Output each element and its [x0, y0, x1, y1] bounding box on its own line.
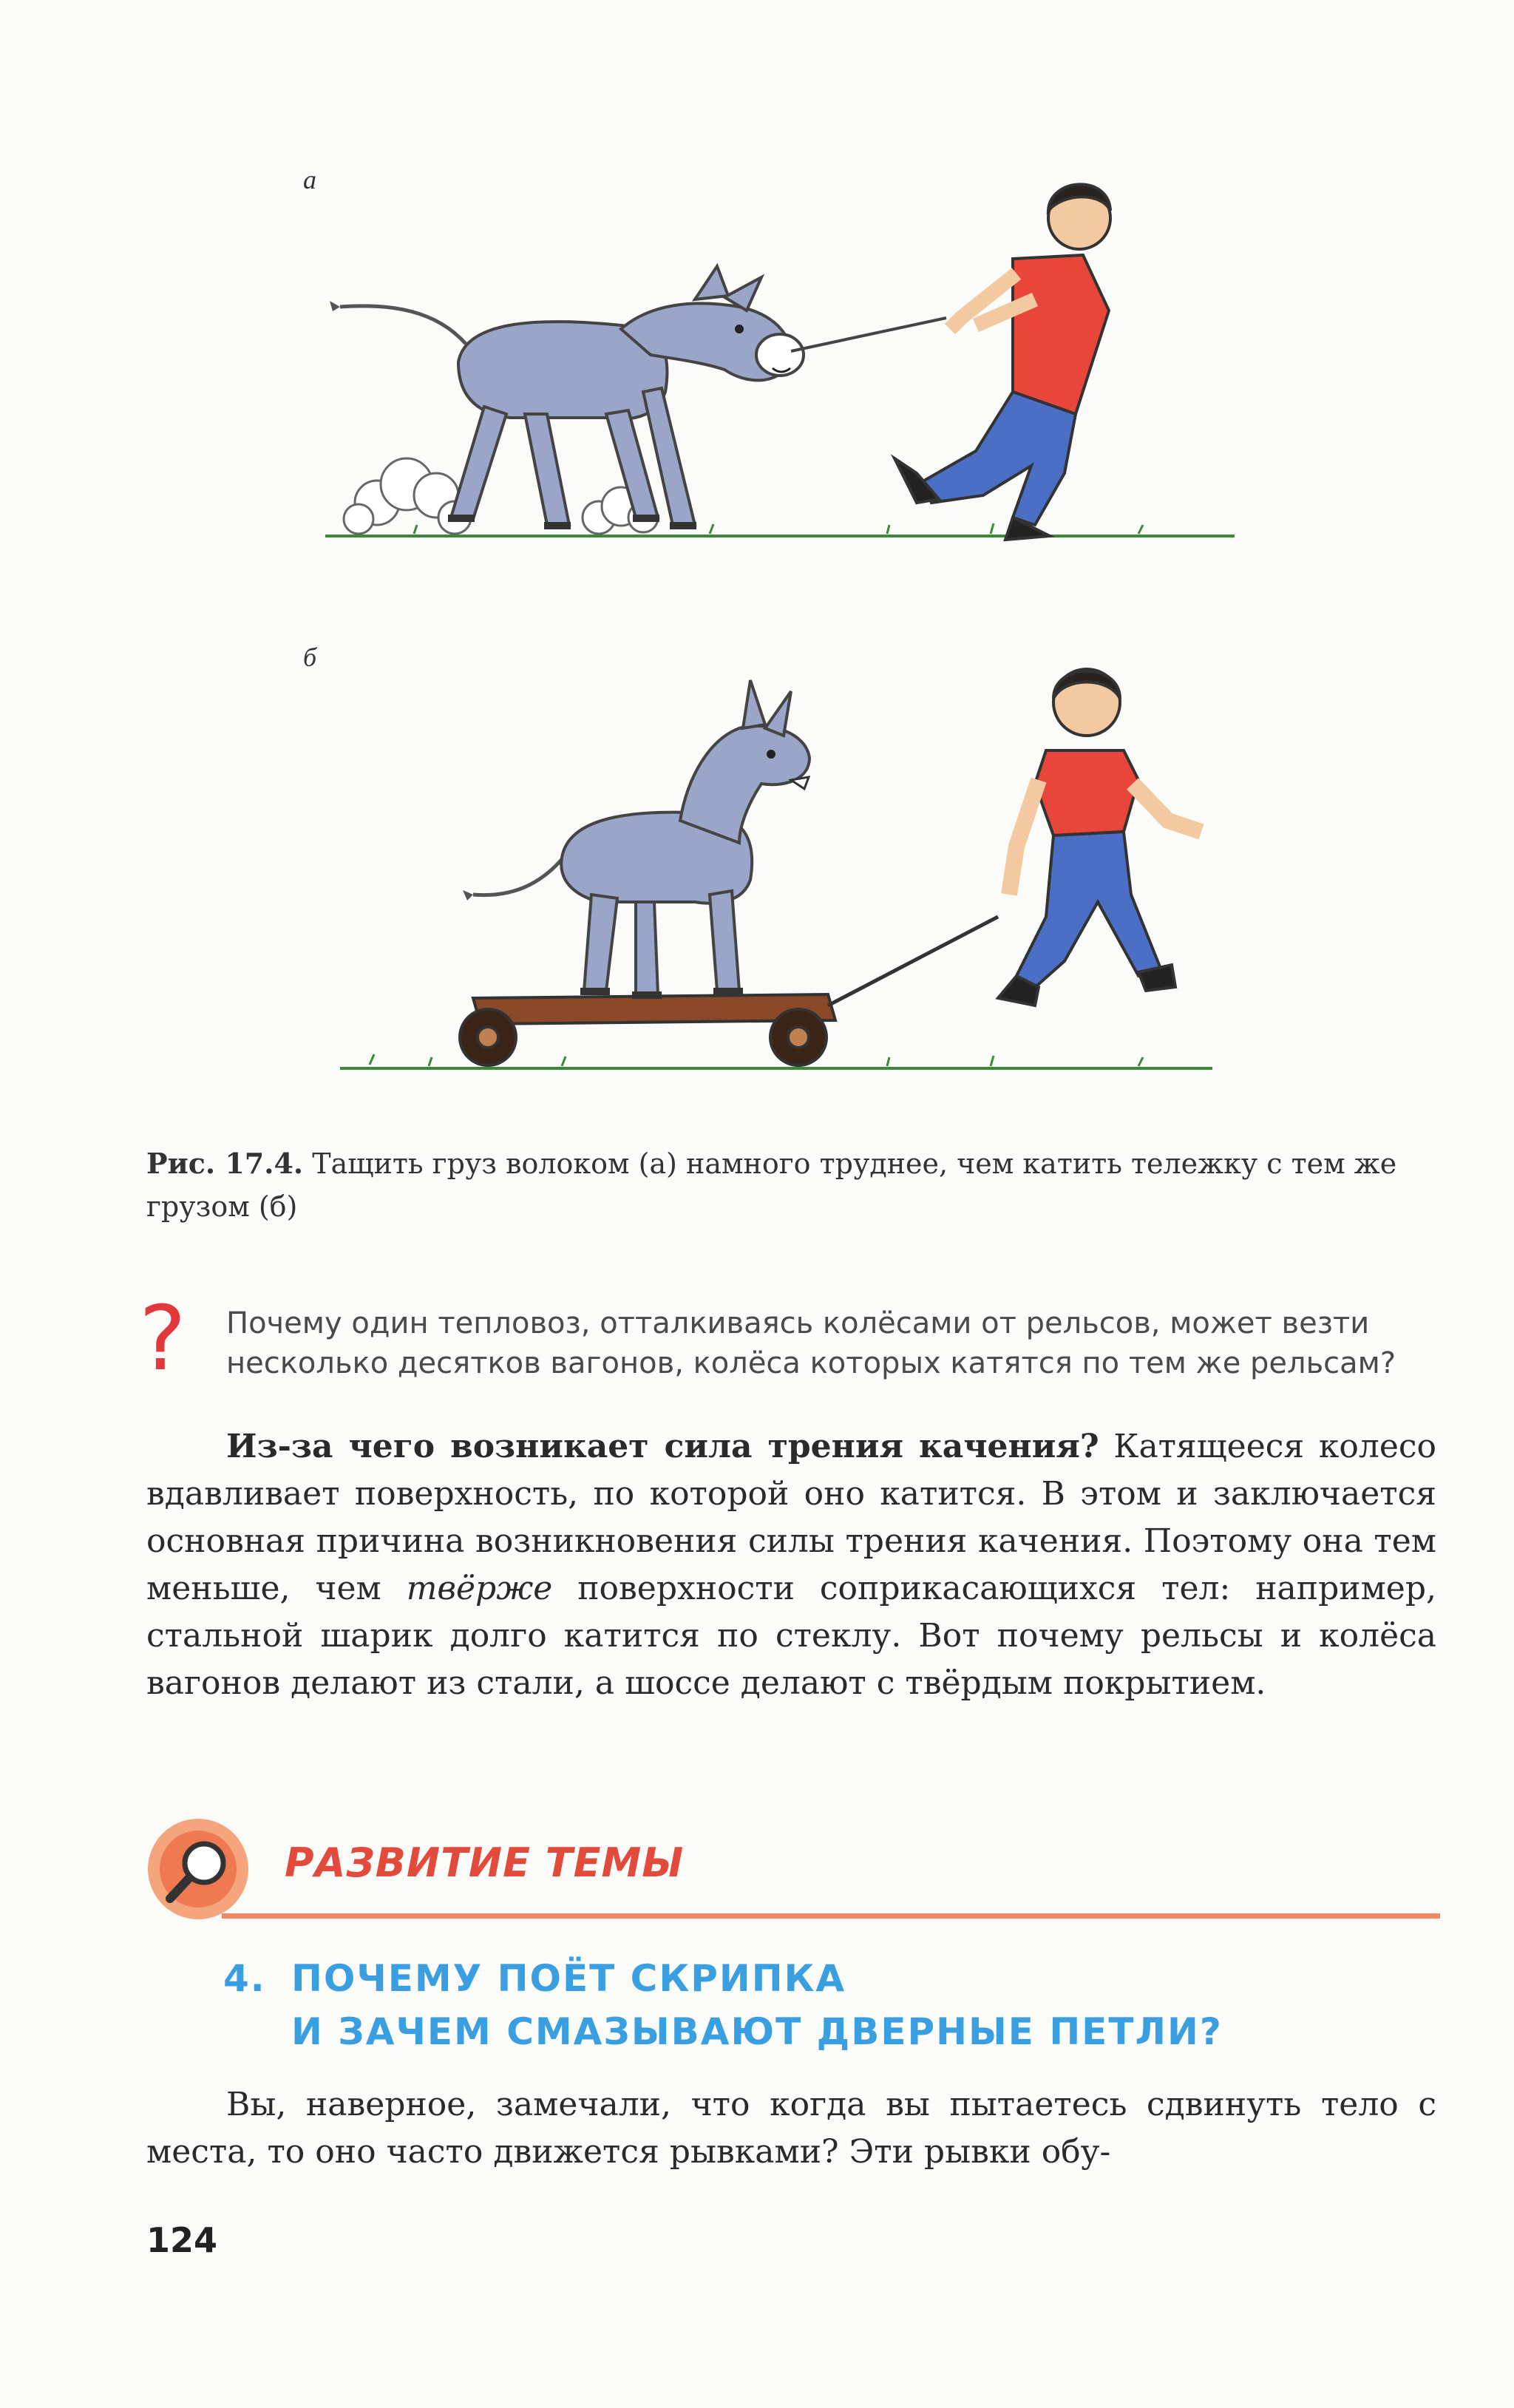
figure-caption-text: Тащить груз волоком (а) намного труднее, чем катить тележку с тем же грузом (б) — [146, 1147, 1397, 1223]
section-divider — [222, 1913, 1440, 1919]
paragraph-lead: Из-за чего возникает сила трения качения? — [226, 1428, 1099, 1465]
paragraph-text-part2: поверхности соприкасающихся тел: например, стальной шарик долго катится по стеклу. Вот почему рельсы и колёса вагонов делают из стали, а шоссе делают с твёрдым покрытием. — [146, 1570, 1436, 1702]
paragraph-rolling-friction — [146, 1423, 1436, 1707]
figure-caption — [146, 1142, 1447, 1228]
subsection-line1: ПОЧЕМУ ПОЁТ СКРИПКА — [291, 1957, 846, 2000]
paragraph-emphasis: твёрже — [406, 1570, 553, 1607]
paragraph-text-part1: Катящееся колесо вдавливает поверхность, по которой оно катится. В этом и заключается основная причина возникновения силы трения качения. Поэтому она тем меньше, чем — [146, 1428, 1436, 1607]
figure-number: Рис. 17.4. — [146, 1147, 304, 1180]
figure-label-a: а — [303, 165, 316, 194]
question-text: Почему один тепловоз, отталкиваясь колёсами от рельсов, может везти несколько десятков вагонов, колёса которых катятся по тем же рельсам? — [226, 1306, 1396, 1380]
subsection-number: 4. — [223, 1957, 266, 2000]
illustration-donkey-dragged — [325, 170, 1242, 554]
paragraph-jerks — [146, 2081, 1436, 2176]
illustration-donkey-cart — [325, 651, 1242, 1079]
magnifier-icon — [145, 1817, 256, 1921]
page-number: 124 — [146, 2220, 218, 2260]
section-title: РАЗВИТИЕ ТЕМЫ — [285, 1839, 685, 1886]
paragraph2-text: Вы, наверное, замечали, что когда вы пытаетесь сдвинуть тело с места, то оно часто движется рывками? Эти рывки обу- — [146, 2086, 1436, 2171]
subsection-line2: И ЗАЧЕМ СМАЗЫВАЮТ ДВЕРНЫЕ ПЕТЛИ? — [291, 2010, 1223, 2053]
question-mark-icon: ? — [139, 1288, 186, 1391]
figure-label-b: б — [303, 642, 317, 672]
subsection-heading — [223, 1952, 1443, 2058]
